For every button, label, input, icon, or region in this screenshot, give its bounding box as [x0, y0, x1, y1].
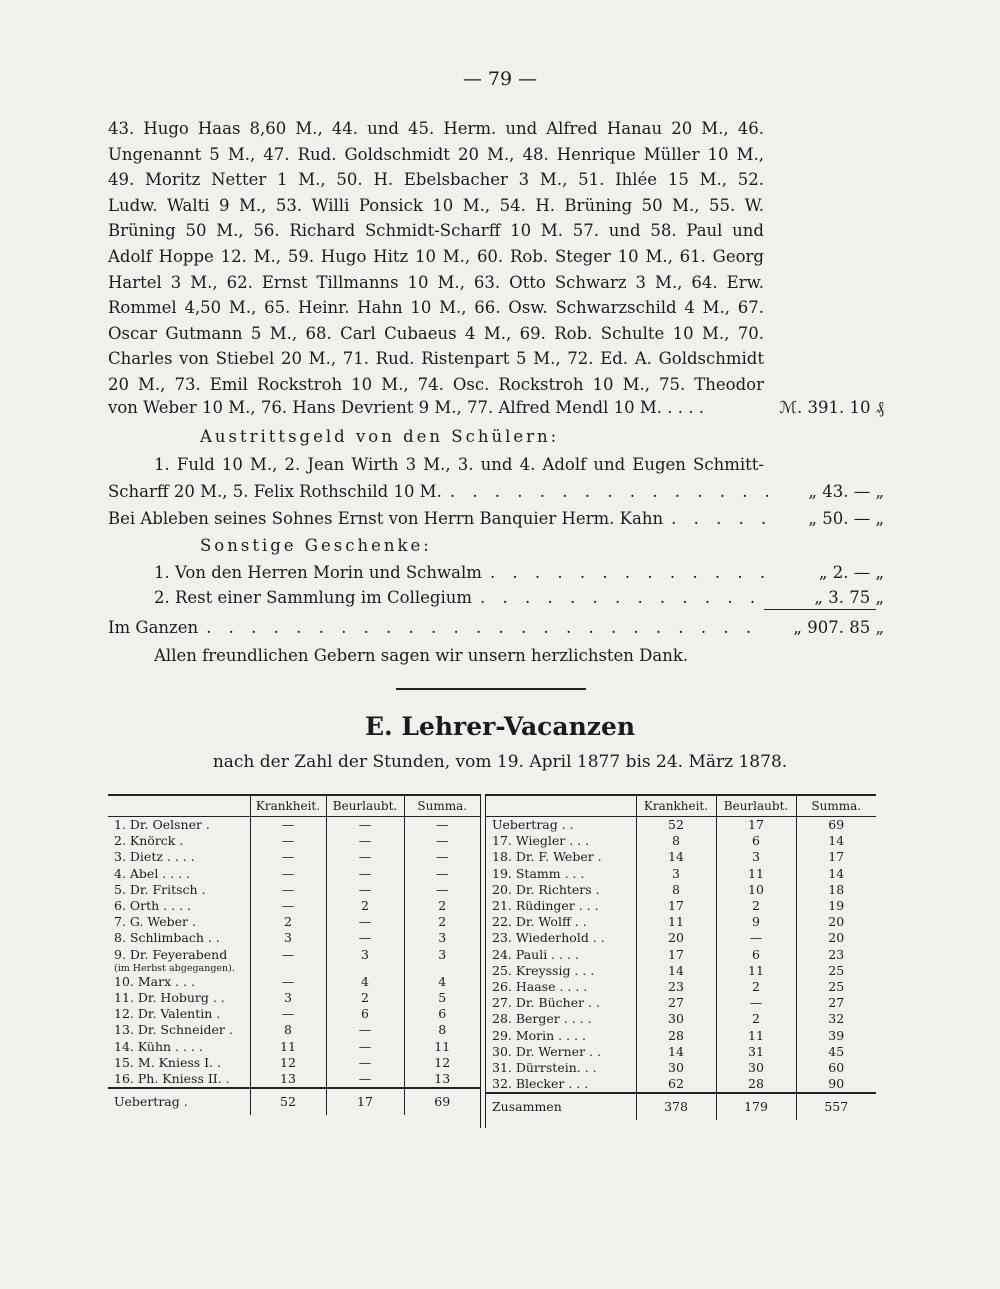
- ableben-amount: „ 50. — „: [808, 509, 884, 528]
- cell-leave: —: [326, 849, 404, 865]
- cell-sick: 27: [636, 995, 716, 1011]
- table-row: [108, 817, 480, 834]
- cell-leave: 3: [716, 849, 796, 865]
- cell-sum: 13: [404, 1071, 480, 1088]
- table-row: [108, 914, 480, 930]
- cell-name: 26. Haase . . . .: [492, 979, 588, 995]
- paragraph-line: 49. Moritz Netter 1 M., 50. H. Ebelsbacher 3 M., 51. Ihlée 15 M., 52.: [108, 170, 764, 190]
- cell-name: 23. Wiederhold . .: [492, 930, 605, 946]
- cell-leave: —: [716, 930, 796, 946]
- cell-leave: 17: [716, 817, 796, 834]
- cell-name: 6. Orth . . . .: [114, 898, 191, 914]
- cell-sum: —: [404, 882, 480, 898]
- austritt-line-1: 1. Fuld 10 M., 2. Jean Wirth 3 M., 3. und 4. Adolf und Eugen Schmitt-: [154, 455, 764, 474]
- cell-sum: —: [404, 817, 480, 834]
- table-body: [108, 817, 480, 1116]
- cell-sum: 60: [796, 1060, 876, 1076]
- cell-name: 10. Marx . . .: [114, 973, 195, 989]
- cell-name: 14. Kühn . . . .: [114, 1038, 203, 1054]
- cell-sick: 23: [636, 979, 716, 995]
- cell-name: 30. Dr. Werner . .: [492, 1043, 601, 1059]
- cell-sum: 39: [796, 1028, 876, 1044]
- cell-leave: 11: [716, 963, 796, 979]
- table-row: [108, 882, 480, 898]
- paragraph-line: Ludw. Walti 9 M., 53. Willi Ponsick 10 M., 54. H. Brüning 50 M., 55. W.: [108, 195, 764, 215]
- table-row: [486, 947, 876, 963]
- cell-name: Zusammen: [486, 1093, 636, 1120]
- austritt-amount: „ 43. — „: [808, 482, 884, 501]
- cell-name: Uebertrag .: [108, 1088, 250, 1115]
- cell-leave: 31: [716, 1044, 796, 1060]
- cell-leave: 6: [716, 833, 796, 849]
- section-divider: [396, 688, 586, 690]
- geschenk-1: [154, 563, 884, 582]
- cell-sum: 69: [796, 817, 876, 834]
- table-total-row: [486, 1093, 876, 1120]
- cell-sum: 90: [796, 1076, 876, 1093]
- cell-sick: —: [250, 849, 326, 865]
- cell-sick: 8: [636, 833, 716, 849]
- cell-leave: 6: [326, 1006, 404, 1022]
- paragraph-line: Brüning 50 M., 56. Richard Schmidt-Scharff 10 M. 57. und 58. Paul und: [108, 221, 764, 241]
- cell-sick: 14: [636, 1044, 716, 1060]
- table-row: [486, 930, 876, 946]
- cell-sick: 13: [250, 1071, 326, 1088]
- table-total-row: [108, 1088, 480, 1115]
- cell-name: 29. Morin . . . .: [492, 1027, 586, 1043]
- table-row: [108, 1006, 480, 1022]
- cell-sum: 27: [796, 995, 876, 1011]
- cell-sum: 25: [796, 963, 876, 979]
- cell-leave: —: [326, 930, 404, 946]
- cell-sick: —: [250, 882, 326, 898]
- cell-sick: 3: [250, 930, 326, 946]
- cell-sum: 45: [796, 1044, 876, 1060]
- cell-name: (im Herbst abgegangen).: [114, 962, 235, 974]
- cell-sick: 52: [636, 817, 716, 834]
- total-label: Im Ganzen: [108, 618, 199, 637]
- cell-leave: 2: [716, 979, 796, 995]
- cell-name: 12. Dr. Valentin .: [114, 1006, 221, 1022]
- cell-name: 18. Dr. F. Weber .: [492, 849, 602, 865]
- table-row: [486, 914, 876, 930]
- cell-sick: 3: [636, 866, 716, 882]
- cell-name: 21. Rüdinger . . .: [492, 898, 599, 914]
- cell-name: 16. Ph. Kniess II. .: [114, 1071, 230, 1087]
- table-header-row: [108, 795, 480, 817]
- cell-leave: 2: [326, 990, 404, 1006]
- cell-sick: —: [250, 898, 326, 914]
- geschenk-1-label: 1. Von den Herren Morin und Schwalm: [154, 563, 482, 582]
- cell-sum: —: [404, 833, 480, 849]
- page-number: — 79 —: [462, 68, 538, 90]
- cell-name: 32. Blecker . . .: [492, 1076, 589, 1092]
- cell-leave: [326, 963, 404, 974]
- table-row: [486, 1011, 876, 1027]
- cell-leave: 2: [716, 1011, 796, 1027]
- cell-sum: 11: [404, 1039, 480, 1055]
- paragraph-line: Adolf Hoppe 12. M., 59. Hugo Hitz 10 M., 60. Rob. Steger 10 M., 61. Georg: [108, 246, 764, 266]
- table-row: [486, 979, 876, 995]
- cell-leave: 17: [326, 1088, 404, 1115]
- ableben-label: Bei Ableben seines Sohnes Ernst von Herrn Banquier Herm. Kahn: [108, 509, 664, 528]
- paragraph-line: Rommel 4,50 M., 65. Heinr. Hahn 10 M., 66. Osw. Schwarzschild 4 M., 67.: [108, 298, 764, 318]
- cell-leave: 9: [716, 914, 796, 930]
- leader-dots: [450, 482, 768, 501]
- section-heading: E. Lehrer-Vacanzen: [364, 712, 636, 741]
- table-row: [486, 866, 876, 882]
- table-row: [486, 882, 876, 898]
- cell-leave: —: [326, 1055, 404, 1071]
- cell-leave: —: [326, 866, 404, 882]
- cell-sick: —: [250, 866, 326, 882]
- cell-sum: 14: [796, 833, 876, 849]
- table-row: [108, 974, 480, 990]
- paragraph-line: Ungenannt 5 M., 47. Rud. Goldschmidt 20 M., 48. Henrique Müller 10 M.,: [108, 144, 764, 164]
- cell-name: 22. Dr. Wolff . .: [492, 914, 587, 930]
- table-row: [108, 930, 480, 946]
- cell-leave: 179: [716, 1093, 796, 1120]
- geschenk-2-amount: „ 3. 75 „: [814, 588, 884, 607]
- cell-leave: 11: [716, 1028, 796, 1044]
- cell-sum: 20: [796, 930, 876, 946]
- cell-sum: 3: [404, 930, 480, 946]
- cell-leave: 2: [716, 898, 796, 914]
- cell-name: 9. Dr. Feyerabend: [114, 946, 228, 962]
- table-row: [108, 1039, 480, 1055]
- cell-sick: —: [250, 974, 326, 990]
- paragraph-line: Hartel 3 M., 62. Ernst Tillmanns 10 M., 63. Otto Schwarz 3 M., 64. Erw.: [108, 272, 764, 292]
- cell-sick: 14: [636, 963, 716, 979]
- paragraph-line: Charles von Stiebel 20 M., 71. Rud. Ristenpart 5 M., 72. Ed. A. Goldschmidt: [108, 349, 764, 369]
- cell-sick: [250, 963, 326, 974]
- table-row: [108, 866, 480, 882]
- austritt-line-2: [108, 482, 884, 501]
- paragraph-line: Oscar Gutmann 5 M., 68. Carl Cubaeus 4 M., 69. Rob. Schulte 10 M., 70.: [108, 323, 764, 343]
- cell-sum: 17: [796, 849, 876, 865]
- cell-sick: 28: [636, 1028, 716, 1044]
- cell-name: Uebertrag . .: [492, 817, 574, 832]
- cell-leave: 2: [326, 898, 404, 914]
- donor-paragraph: [108, 116, 764, 398]
- cell-sum: 25: [796, 979, 876, 995]
- table-row: [108, 898, 480, 914]
- leader-dots: [671, 509, 768, 528]
- cell-leave: 28: [716, 1076, 796, 1093]
- cell-sum: 2: [404, 898, 480, 914]
- vacancy-table-right: [486, 794, 876, 1120]
- cell-sick: 17: [636, 898, 716, 914]
- geschenke-heading: Sonstige Geschenke:: [200, 536, 432, 555]
- cell-leave: —: [326, 833, 404, 849]
- cell-leave: —: [326, 882, 404, 898]
- cell-leave: —: [716, 995, 796, 1011]
- cell-leave: —: [326, 817, 404, 834]
- table-header-row: [486, 795, 876, 817]
- cell-leave: —: [326, 914, 404, 930]
- table-row: [486, 833, 876, 849]
- header-leave: Beurlaubt.: [716, 795, 796, 817]
- cell-sum: 23: [796, 947, 876, 963]
- cell-sum: 2: [404, 914, 480, 930]
- cell-name: 5. Dr. Fritsch .: [114, 881, 206, 897]
- header-sum: Summa.: [404, 795, 480, 817]
- cell-sum: 19: [796, 898, 876, 914]
- table-row: [108, 963, 480, 974]
- leader-dots: [206, 618, 768, 637]
- table-row: [486, 849, 876, 865]
- cell-leave: 4: [326, 974, 404, 990]
- cell-name: 8. Schlimbach . .: [114, 930, 220, 946]
- cell-sick: 12: [250, 1055, 326, 1071]
- thanks-line: Allen freundlichen Gebern sagen wir unsern herzlichsten Dank.: [154, 646, 689, 665]
- cell-sum: 69: [404, 1088, 480, 1115]
- cell-sick: —: [250, 1006, 326, 1022]
- vacancy-table-left: [108, 794, 480, 1115]
- table-row: [108, 1022, 480, 1038]
- cell-name: 7. G. Weber .: [114, 914, 196, 930]
- cell-leave: 3: [326, 947, 404, 963]
- cell-sick: 20: [636, 930, 716, 946]
- cell-sick: 378: [636, 1093, 716, 1120]
- ableben-line: [108, 509, 884, 528]
- cell-name: 28. Berger . . . .: [492, 1011, 592, 1027]
- header-sick: Krankheit.: [636, 795, 716, 817]
- cell-sick: 2: [250, 914, 326, 930]
- table-row: [486, 1044, 876, 1060]
- table-row: [108, 1071, 480, 1088]
- cell-sick: 11: [250, 1039, 326, 1055]
- cell-leave: —: [326, 1022, 404, 1038]
- cell-name: 2. Knörck .: [114, 833, 184, 849]
- cell-sick: —: [250, 947, 326, 963]
- table-row: [486, 1076, 876, 1093]
- cell-sick: 30: [636, 1060, 716, 1076]
- paragraph-line: 43. Hugo Haas 8,60 M., 44. und 45. Herm. und Alfred Hanau 20 M., 46.: [108, 119, 764, 138]
- paragraph-last-text: von Weber 10 M., 76. Hans Devrient 9 M., 77. Alfred Mendl 10 M. . . . .: [108, 398, 704, 417]
- austritt-heading: Austrittsgeld von den Schülern:: [200, 427, 560, 446]
- cell-sum: 3: [404, 947, 480, 963]
- cell-sick: 52: [250, 1088, 326, 1115]
- cell-name: 11. Dr. Hoburg . .: [114, 990, 225, 1006]
- cell-name: 31. Dürrstein. . .: [492, 1060, 597, 1076]
- cell-leave: 6: [716, 947, 796, 963]
- cell-name: 25. Kreyssig . . .: [492, 962, 595, 978]
- geschenk-2: [154, 588, 884, 607]
- cell-name: 13. Dr. Schneider .: [114, 1022, 233, 1038]
- table-body: [486, 817, 876, 1121]
- header-leave: Beurlaubt.: [326, 795, 404, 817]
- cell-sick: 11: [636, 914, 716, 930]
- cell-sum: 8: [404, 1022, 480, 1038]
- table-row: [486, 963, 876, 979]
- cell-leave: 30: [716, 1060, 796, 1076]
- geschenk-2-label: 2. Rest einer Sammlung im Collegium: [154, 588, 473, 607]
- cell-sick: 3: [250, 990, 326, 1006]
- table-row: [108, 849, 480, 865]
- sum-rule: [764, 609, 876, 610]
- cell-sick: —: [250, 833, 326, 849]
- header-sick: Krankheit.: [250, 795, 326, 817]
- table-row: [486, 898, 876, 914]
- cell-sick: 8: [250, 1022, 326, 1038]
- leader-dots: [480, 588, 768, 607]
- cell-sum: 12: [404, 1055, 480, 1071]
- cell-sick: 14: [636, 849, 716, 865]
- table-row: [108, 990, 480, 1006]
- paragraph-line: 20 M., 73. Emil Rockstroh 10 M., 74. Osc. Rockstroh 10 M., 75. Theodor: [108, 374, 764, 394]
- geschenk-1-amount: „ 2. — „: [818, 563, 884, 582]
- cell-sum: —: [404, 849, 480, 865]
- cell-sick: 8: [636, 882, 716, 898]
- cell-sum: [404, 963, 480, 974]
- cell-sum: 557: [796, 1093, 876, 1120]
- cell-name: 4. Abel . . . .: [114, 865, 191, 881]
- cell-name: 19. Stamm . . .: [492, 865, 585, 881]
- cell-leave: 11: [716, 866, 796, 882]
- cell-sum: 4: [404, 974, 480, 990]
- cell-sum: 20: [796, 914, 876, 930]
- cell-leave: —: [326, 1039, 404, 1055]
- cell-name: 27. Dr. Bücher . .: [492, 995, 600, 1011]
- table-row: [108, 1055, 480, 1071]
- cell-leave: 10: [716, 882, 796, 898]
- cell-sick: 17: [636, 947, 716, 963]
- cell-sum: 5: [404, 990, 480, 1006]
- cell-sick: 62: [636, 1076, 716, 1093]
- cell-leave: —: [326, 1071, 404, 1088]
- paragraph-last-line: [108, 398, 884, 418]
- total-amount: „ 907. 85 „: [793, 618, 884, 637]
- section-subheading: nach der Zahl der Stunden, vom 19. April 1877 bis 24. März 1878.: [212, 752, 788, 772]
- cell-sick: 30: [636, 1011, 716, 1027]
- cell-sum: 32: [796, 1011, 876, 1027]
- cell-name: 1. Dr. Oelsner .: [114, 817, 210, 832]
- table-row: [486, 1060, 876, 1076]
- cell-sum: —: [404, 866, 480, 882]
- table-row: [108, 947, 480, 963]
- paragraph-amount: ℳ. 391. 10 ₰: [779, 398, 884, 417]
- cell-sum: 6: [404, 1006, 480, 1022]
- table-row: [486, 817, 876, 834]
- cell-name: 3. Dietz . . . .: [114, 849, 195, 865]
- table-row: [108, 833, 480, 849]
- cell-sum: 14: [796, 866, 876, 882]
- cell-name: 24. Pauli . . . .: [492, 946, 579, 962]
- cell-name: 15. M. Kniess I. .: [114, 1054, 222, 1070]
- austritt-line-2-label: Scharff 20 M., 5. Felix Rothschild 10 M.: [108, 482, 442, 501]
- cell-name: 17. Wiegler . . .: [492, 833, 590, 849]
- header-sum: Summa.: [796, 795, 876, 817]
- cell-sick: —: [250, 817, 326, 834]
- cell-sum: 18: [796, 882, 876, 898]
- table-row: [486, 995, 876, 1011]
- total-line: [108, 618, 884, 637]
- cell-name: 20. Dr. Richters .: [492, 881, 600, 897]
- table-row: [486, 1028, 876, 1044]
- leader-dots: [490, 563, 768, 582]
